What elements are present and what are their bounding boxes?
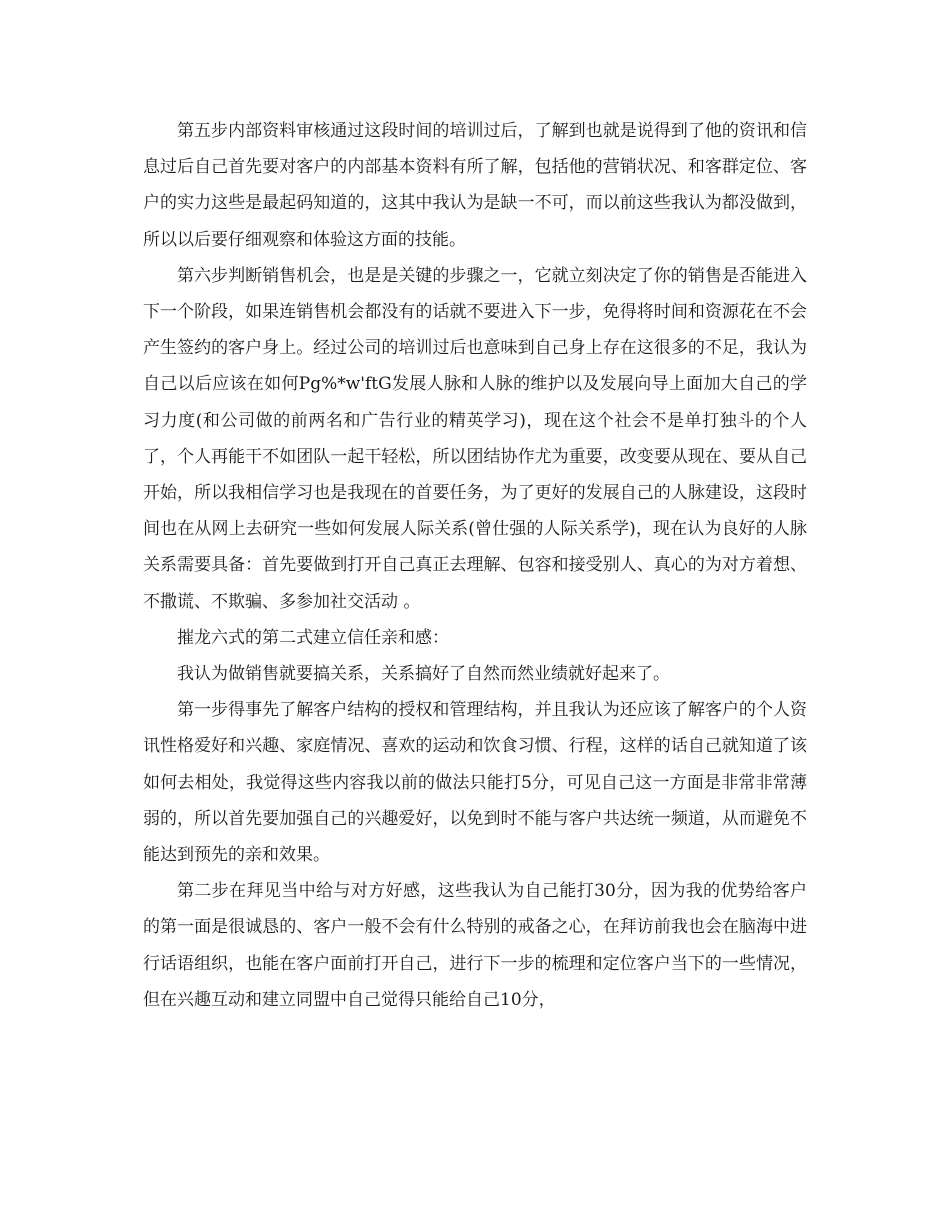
paragraph-step-two: 第二步在拜见当中给与对方好感，这些我认为自己能打30分，因为我的优势给客户的第一面是很诚恳的、客户一般不会有什么特别的戒备之心，在拜访前我也会在脑海中进行话语组织，也能在客户面前打开自己，进行下一步的梳理和定位客户当下的一些情况，但在兴趣互动和建立同盟中自己觉得只能给自己10分，: [143, 881, 807, 1010]
paragraph-step-one: 第一步得事先了解客户结构的授权和管理结构，并且我认为还应该了解客户的个人资讯性格爱好和兴趣、家庭情况、喜欢的运动和饮食习惯、行程，这样的话自己就知道了该如何去相处，我觉得这些内容我以前的做法只能打5分，可见自己这一方面是非常非常薄弱的，所以首先要加强自己的兴趣爱好，以免到时不能与客户共达统一频道，从而避免不能达到预先的亲和效果。: [143, 700, 807, 866]
document-page: [143, 113, 807, 1018]
paragraph-relationship: 我认为做销售就要搞关系，关系搞好了自然而然业绩就好起来了。: [177, 664, 670, 685]
section-heading-second-style: 摧龙六式的第二式建立信任亲和感：: [177, 627, 449, 648]
paragraph-step-six: 第六步判断销售机会，也是是关键的步骤之一，它就立刻决定了你的销售是否能进入下一个阶段，如果连销售机会都没有的话就不要进入下一步，免得将时间和资源花在不会产生签约的客户身上。经过公司的培训过后也意味到自己身上存在这很多的不足，我认为自己以后应该在如何Pg%*w'ftG发展人脉和人脉的维护以及发展向导上面加大自己的学习力度(和公司做的前两名和广告行业的精英学习)，现在这个社会不是单打独斗的个人了，个人再能干不如团队一起干轻松，所以团结协作尤为重要，改变要从现在、要从自己开始，所以我相信学习也是我现在的首要任务，为了更好的发展自己的人脉建设，这段时间也在从网上去研究一些如何发展人际关系(曾仕强的人际关系学)，现在认为良好的人脉关系需要具备：首先要做到打开自己真正去理解、包容和接受别人、真心的为对方着想、不撒谎、不欺骗、多参加社交活动 。: [143, 265, 807, 612]
paragraph-step-five: 第五步内部资料审核通过这段时间的培训过后，了解到也就是说得到了他的资讯和信息过后自己首先要对客户的内部基本资料有所了解，包括他的营销状况、和客群定位、客户的实力这些是最起码知道的，这其中我认为是缺一不可，而以前这些我认为都没做到，所以以后要仔细观察和体验这方面的技能。: [143, 121, 807, 250]
